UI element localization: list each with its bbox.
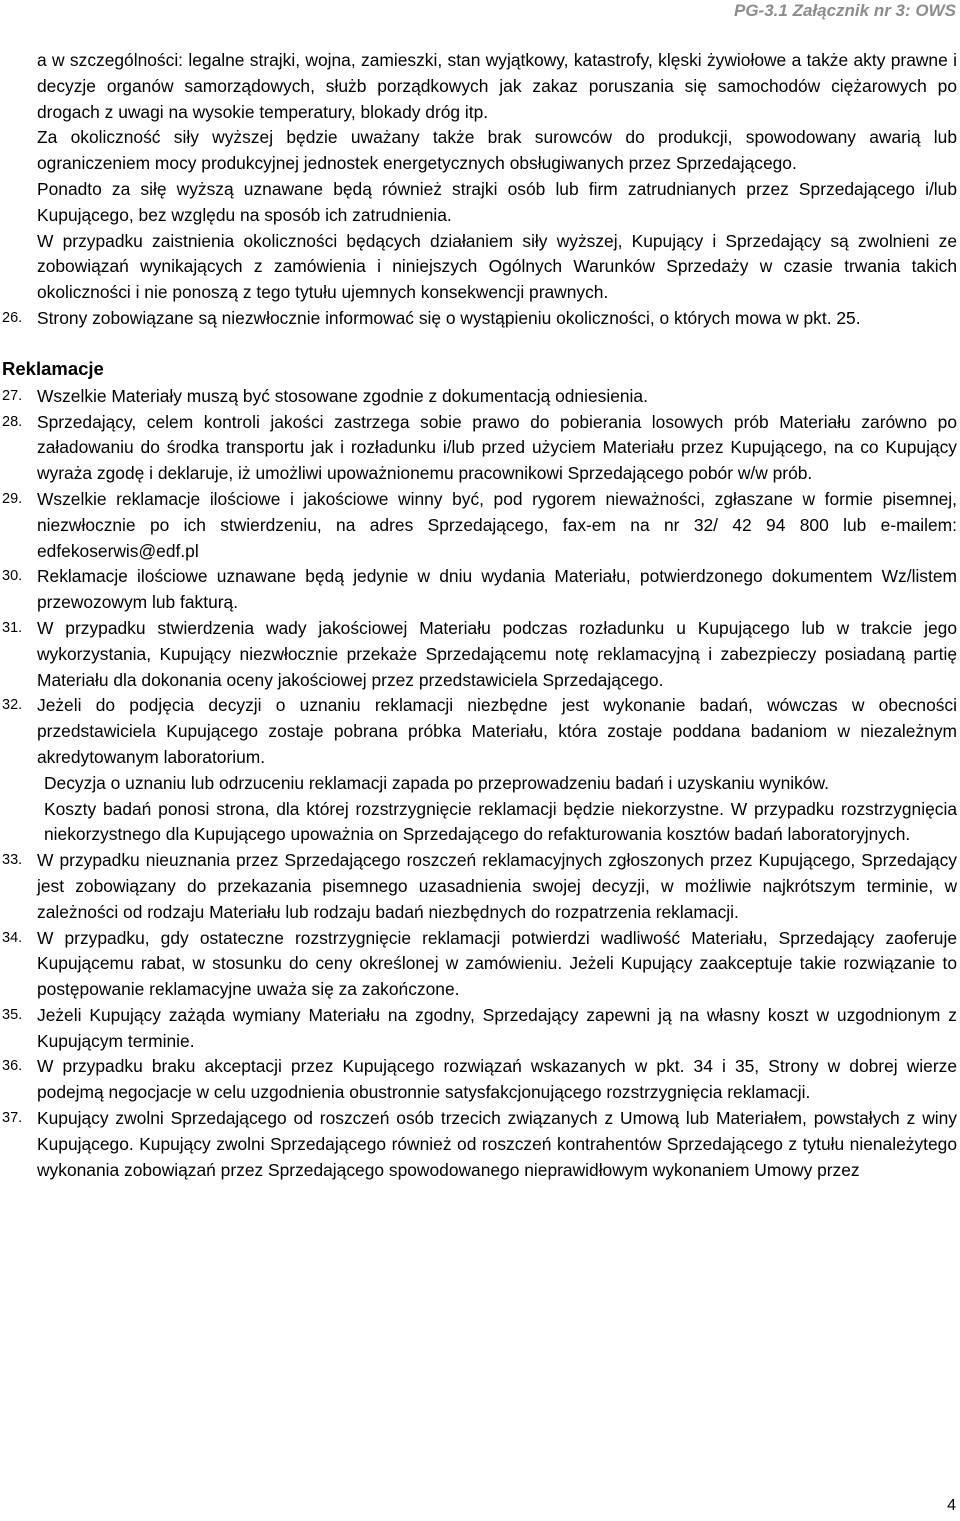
clause-number: 27.: [2, 387, 23, 404]
clause-number: 33.: [2, 852, 23, 869]
section-heading-reklamacje: Reklamacje: [2, 357, 104, 379]
clause-text: W przypadku nieuznania przez Sprzedającego roszczeń reklamacyjnych zgłoszonych przez Kupującego, Sprzedający jest zobowiązany do przekazania pisemnego uzasadnienia swojej decyzji, w możliwie najkrótszym terminie, w zależności od rodzaju Materiału lub rodzaju badań niezbędnych do rozpatrzenia reklamacji.: [37, 850, 957, 922]
clause-32-costs: Koszty badań ponosi strona, dla której rozstrzygnięcie reklamacji będzie niekorzystne. W przypadku rozstrzygnięcia niekorzystnego dla Kupującego upoważnia on Sprzedającego do refakturowania kosztów badań laboratoryjnych.: [44, 798, 957, 845]
clause-31: [2, 616, 957, 693]
clause-text: Jeżeli do podjęcia decyzji o uznaniu reklamacji niezbędne jest wykonanie badań, wówczas w obecności przedstawiciela Kupującego zostaje pobrana próbka Materiału, która zostaje poddana badaniom w niezależnym akredytowanym laboratorium.: [37, 695, 957, 767]
force-majeure-release: W przypadku zaistnienia okoliczności będących działaniem siły wyższej, Kupujący i Sprzedający są zwolnieni ze zobowiązań wynikających z zamówienia i niniejszych Ogólnych Warunków Sprzedaży w czasie trwania takich okoliczności i nie ponoszą z tego tytułu ujemnych konsekwencji prawnych.: [37, 230, 957, 303]
clause-number: 31.: [2, 619, 23, 636]
clause-text: Kupujący zwolni Sprzedającego od roszczeń osób trzecich związanych z Umową lub Materiałem, powstałych z winy Kupującego. Kupujący zwolni Sprzedającego również od roszczeń kontrahentów Sprzedającego z tytułu nienależytego wykonania zobowiązań przez Sprzedającego spowodowanego nieprawidłowym wykonaniem Umowy przez: [37, 1108, 957, 1180]
clause-number: 30.: [2, 568, 23, 585]
clause-text: Strony zobowiązane są niezwłocznie informować się o wystąpieniu okoliczności, o których mowa w pkt. 25.: [37, 307, 861, 328]
clause-text: Jeżeli Kupujący zażąda wymiany Materiału na zgodny, Sprzedający zapewni ją na własny koszt w uzgodnionym z Kupującym terminie.: [37, 1004, 957, 1051]
clause-number: 36.: [2, 1058, 23, 1075]
clause-number: 28.: [2, 413, 23, 430]
clause-number: 26.: [2, 309, 23, 326]
document-body: [2, 48, 957, 1183]
force-majeure-examples: a w szczególności: legalne strajki, wojna, zamieszki, stan wyjątkowy, katastrofy, klęski żywiołowe a także akty prawne i decyzje organów samorządowych, służb porządkowych jak zakaz poruszania się samochodów ciężarowych po drogach z uwagi na wysokie temperatury, blokady dróg itp.: [37, 50, 957, 122]
clause-34: [2, 926, 957, 1003]
clause-number: 29.: [2, 490, 23, 507]
document-header: PG-3.1 Załącznik nr 3: OWS: [733, 1, 956, 20]
clause-text: Reklamacje ilościowe uznawane będą jedynie w dniu wydania Materiału, potwierdzonego dokumentem Wz/listem przewozowym lub fakturą.: [37, 566, 957, 613]
clause-36: [2, 1054, 957, 1106]
clause-number: 34.: [2, 929, 23, 946]
clause-27: [2, 384, 957, 410]
clause-text: Wszelkie Materiały muszą być stosowane zgodnie z dokumentacją odniesienia.: [37, 385, 648, 406]
clause-32: [2, 693, 957, 770]
clause-text: W przypadku, gdy ostateczne rozstrzygnięcie reklamacji potwierdzi wadliwość Materiału, Sprzedający zaoferuje Kupującemu rabat, w stosunku do ceny określonej w zamówieniu. Jeżeli Kupujący zaakceptuje takie rozwiązanie to postępowanie reklamacyjne uważa się za zakończone.: [37, 927, 957, 1000]
clause-29: [2, 487, 957, 564]
clause-32-decision: Decyzja o uznaniu lub odrzuceniu reklamacji zapada po przeprowadzeniu badań i uzyskaniu wyników.: [44, 772, 829, 793]
clause-text: W przypadku braku akceptacji przez Kupującego rozwiązań wskazanych w pkt. 34 i 35, Strony w dobrej wierze podejmą negocjacje w celu uzgodnienia obustronnie satysfakcjonującego rozstrzygnięcia reklamacji.: [37, 1056, 957, 1103]
clause-number: 37.: [2, 1110, 23, 1127]
force-majeure-strikes: Ponadto za siłę wyższą uznawane będą również strajki osób lub firm zatrudnianych przez Sprzedającego i/lub Kupującego, bez względu na sposób ich zatrudnienia.: [37, 178, 957, 225]
clause-text: Sprzedający, celem kontroli jakości zastrzega sobie prawo do pobierania losowych prób Materiału zarówno po załadowaniu do środka transportu jak i rozładunku i/lub przed użyciem Materiału przez Kupującego, na co Kupujący wyraża zgodę i deklaruje, iż umożliwi upoważnionemu pracownikowi Sprzedającego pobór w/w prób.: [37, 411, 957, 484]
clause-33: [2, 848, 957, 925]
clause-number: 35.: [2, 1006, 23, 1023]
clause-26: [2, 306, 957, 332]
clause-37: [2, 1106, 957, 1183]
page-number: 4: [947, 1497, 956, 1514]
clause-text: W przypadku stwierdzenia wady jakościowej Materiału podczas rozładunku u Kupującego lub w trakcie jego wykorzystania, Kupujący niezwłocznie przekaże Sprzedającemu notę reklamacyjną i zabezpieczy posiadaną partię Materiału dla dokonania oceny jakościowej przez przedstawiciela Sprzedającego.: [37, 617, 957, 690]
clause-35: [2, 1003, 957, 1055]
clause-28: [2, 410, 957, 487]
clause-text: Wszelkie reklamacje ilościowe i jakościowe winny być, pod rygorem nieważności, zgłaszane w formie pisemnej, niezwłocznie po ich stwierdzeniu, na adres Sprzedającego, fax-em na nr 32/ 42 94 800 lub e-mailem: edfekoserwis@edf.pl: [37, 488, 957, 561]
clause-number: 32.: [2, 697, 23, 714]
clause-30: [2, 564, 957, 616]
force-majeure-raw-materials: Za okoliczność siły wyższej będzie uważany także brak surowców do produkcji, spowodowany awarią lub ograniczeniem mocy produkcyjnej jednostek energetycznych obsługiwanych przez Sprzedającego.: [37, 127, 957, 174]
